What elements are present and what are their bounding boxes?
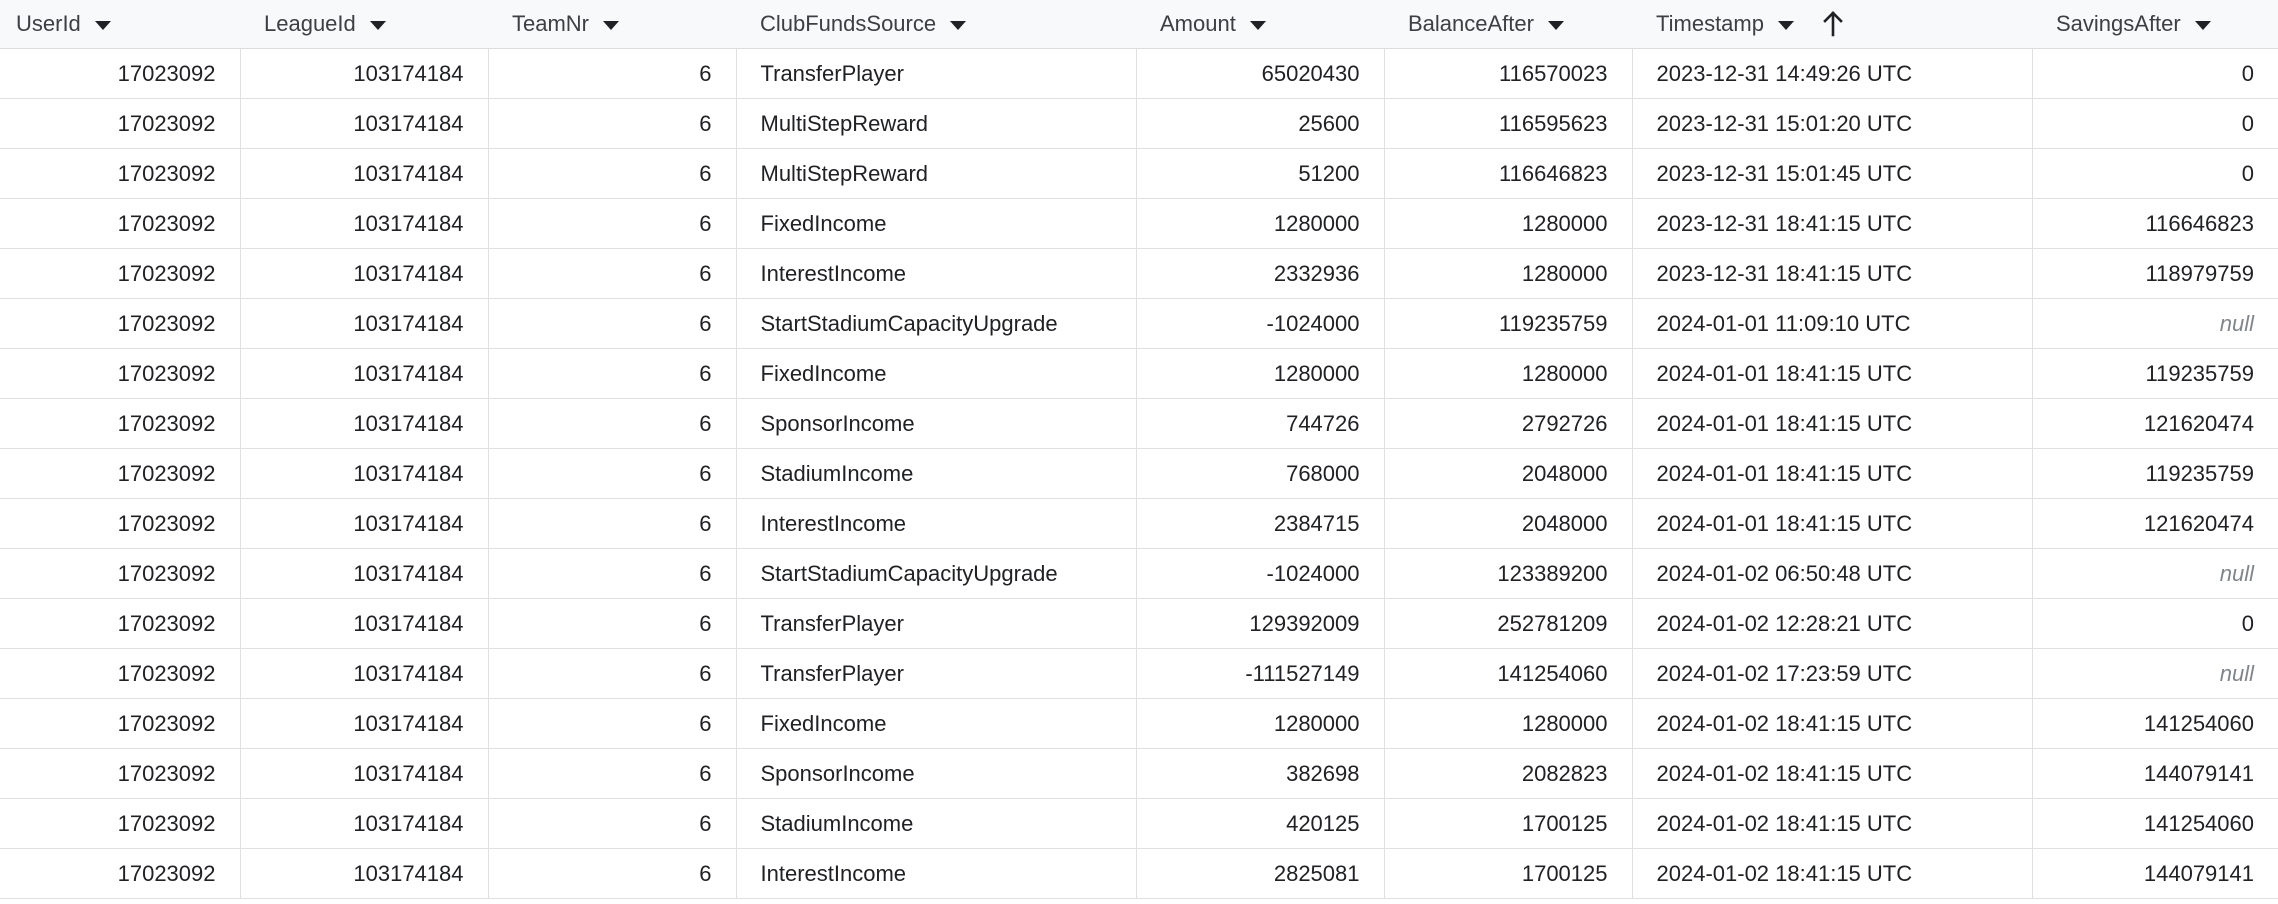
cell-team-nr[interactable]: 6 <box>488 399 736 449</box>
table-row[interactable] <box>0 499 2278 549</box>
table-row[interactable] <box>0 449 2278 499</box>
cell-team-nr[interactable]: 6 <box>488 99 736 149</box>
cell-amount[interactable]: 1280000 <box>1136 199 1384 249</box>
cell-league-id[interactable]: 103174184 <box>240 549 488 599</box>
cell-team-nr[interactable]: 6 <box>488 299 736 349</box>
cell-league-id[interactable]: 103174184 <box>240 499 488 549</box>
cell-user-id[interactable]: 17023092 <box>0 549 240 599</box>
cell-club-funds-source[interactable]: StartStadiumCapacityUpgrade <box>736 299 1136 349</box>
cell-club-funds-source[interactable]: FixedIncome <box>736 199 1136 249</box>
cell-balance-after[interactable]: 2048000 <box>1384 449 1632 499</box>
table-row[interactable] <box>0 599 2278 649</box>
table-row[interactable] <box>0 249 2278 299</box>
cell-team-nr[interactable]: 6 <box>488 249 736 299</box>
cell-savings-after[interactable]: 0 <box>2032 599 2278 649</box>
cell-club-funds-source[interactable]: MultiStepReward <box>736 99 1136 149</box>
column-header-label: Timestamp <box>1656 11 1764 36</box>
cell-user-id[interactable]: 17023092 <box>0 399 240 449</box>
cell-balance-after[interactable]: 1700125 <box>1384 799 1632 849</box>
cell-savings-after[interactable]: 144079141 <box>2032 849 2278 899</box>
cell-balance-after[interactable]: 252781209 <box>1384 599 1632 649</box>
cell-timestamp[interactable]: 2023-12-31 18:41:15 UTC <box>1632 249 2032 299</box>
table-row[interactable] <box>0 149 2278 199</box>
dropdown-caret-icon[interactable] <box>1250 21 1266 30</box>
cell-timestamp[interactable]: 2024-01-01 18:41:15 UTC <box>1632 399 2032 449</box>
cell-club-funds-source[interactable]: StadiumIncome <box>736 449 1136 499</box>
cell-league-id[interactable]: 103174184 <box>240 249 488 299</box>
cell-timestamp[interactable]: 2024-01-02 12:28:21 UTC <box>1632 599 2032 649</box>
cell-balance-after[interactable]: 116595623 <box>1384 99 1632 149</box>
cell-balance-after[interactable]: 2082823 <box>1384 749 1632 799</box>
cell-balance-after[interactable]: 2048000 <box>1384 499 1632 549</box>
column-header-label: UserId <box>16 11 81 36</box>
cell-team-nr[interactable]: 6 <box>488 149 736 199</box>
column-header-league-id[interactable] <box>240 0 488 49</box>
table-row[interactable] <box>0 699 2278 749</box>
cell-timestamp[interactable]: 2024-01-02 18:41:15 UTC <box>1632 849 2032 899</box>
cell-amount[interactable]: 1280000 <box>1136 349 1384 399</box>
cell-club-funds-source[interactable]: FixedIncome <box>736 349 1136 399</box>
cell-timestamp[interactable]: 2024-01-02 18:41:15 UTC <box>1632 749 2032 799</box>
cell-club-funds-source[interactable]: SponsorIncome <box>736 399 1136 449</box>
cell-amount[interactable]: 1280000 <box>1136 699 1384 749</box>
dropdown-caret-icon[interactable] <box>370 21 386 30</box>
cell-league-id[interactable]: 103174184 <box>240 599 488 649</box>
cell-user-id[interactable]: 17023092 <box>0 449 240 499</box>
cell-savings-after[interactable]: 0 <box>2032 99 2278 149</box>
cell-amount[interactable]: 382698 <box>1136 749 1384 799</box>
cell-balance-after[interactable]: 1280000 <box>1384 699 1632 749</box>
cell-club-funds-source[interactable]: MultiStepReward <box>736 149 1136 199</box>
cell-user-id[interactable]: 17023092 <box>0 849 240 899</box>
table-row[interactable] <box>0 799 2278 849</box>
cell-savings-after[interactable]: 121620474 <box>2032 399 2278 449</box>
cell-savings-after[interactable]: null <box>2032 549 2278 599</box>
cell-club-funds-source[interactable]: StadiumIncome <box>736 799 1136 849</box>
column-header-balance-after[interactable] <box>1384 0 1632 49</box>
cell-amount[interactable]: -1024000 <box>1136 299 1384 349</box>
cell-amount[interactable]: 2332936 <box>1136 249 1384 299</box>
column-header-timestamp[interactable] <box>1632 0 2032 49</box>
cell-balance-after[interactable]: 1280000 <box>1384 349 1632 399</box>
cell-savings-after[interactable]: 141254060 <box>2032 699 2278 749</box>
cell-amount[interactable]: 2825081 <box>1136 849 1384 899</box>
cell-savings-after[interactable]: 0 <box>2032 149 2278 199</box>
cell-savings-after[interactable]: 0 <box>2032 49 2278 99</box>
cell-club-funds-source[interactable]: StartStadiumCapacityUpgrade <box>736 549 1136 599</box>
cell-user-id[interactable]: 17023092 <box>0 99 240 149</box>
cell-user-id[interactable]: 17023092 <box>0 799 240 849</box>
cell-timestamp[interactable]: 2024-01-02 06:50:48 UTC <box>1632 549 2032 599</box>
table-row[interactable] <box>0 99 2278 149</box>
cell-team-nr[interactable]: 6 <box>488 599 736 649</box>
column-header-label: BalanceAfter <box>1408 11 1534 36</box>
column-header-label: SavingsAfter <box>2056 11 2181 36</box>
cell-team-nr[interactable]: 6 <box>488 349 736 399</box>
cell-user-id[interactable]: 17023092 <box>0 249 240 299</box>
cell-club-funds-source[interactable]: InterestIncome <box>736 499 1136 549</box>
cell-club-funds-source[interactable]: SponsorIncome <box>736 749 1136 799</box>
cell-savings-after[interactable]: null <box>2032 649 2278 699</box>
cell-balance-after[interactable]: 1280000 <box>1384 249 1632 299</box>
column-header-savings-after[interactable] <box>2032 0 2278 49</box>
cell-user-id[interactable]: 17023092 <box>0 49 240 99</box>
column-header-user-id[interactable] <box>0 0 240 49</box>
cell-savings-after[interactable]: 144079141 <box>2032 749 2278 799</box>
table-row[interactable] <box>0 299 2278 349</box>
dropdown-caret-icon[interactable] <box>1778 21 1794 30</box>
cell-club-funds-source[interactable]: InterestIncome <box>736 249 1136 299</box>
cell-team-nr[interactable]: 6 <box>488 49 736 99</box>
dropdown-caret-icon[interactable] <box>603 21 619 30</box>
cell-timestamp[interactable]: 2023-12-31 14:49:26 UTC <box>1632 49 2032 99</box>
cell-user-id[interactable]: 17023092 <box>0 599 240 649</box>
cell-balance-after[interactable]: 116570023 <box>1384 49 1632 99</box>
cell-savings-after[interactable]: 121620474 <box>2032 499 2278 549</box>
cell-club-funds-source[interactable]: FixedIncome <box>736 699 1136 749</box>
cell-league-id[interactable]: 103174184 <box>240 649 488 699</box>
dropdown-caret-icon[interactable] <box>95 21 111 30</box>
header-row <box>0 0 2278 49</box>
cell-timestamp[interactable]: 2024-01-01 11:09:10 UTC <box>1632 299 2032 349</box>
cell-amount[interactable]: 768000 <box>1136 449 1384 499</box>
cell-team-nr[interactable]: 6 <box>488 499 736 549</box>
cell-team-nr[interactable]: 6 <box>488 449 736 499</box>
column-header-label: Amount <box>1160 11 1236 36</box>
cell-club-funds-source[interactable]: InterestIncome <box>736 849 1136 899</box>
cell-savings-after[interactable]: 141254060 <box>2032 799 2278 849</box>
cell-amount[interactable]: 51200 <box>1136 149 1384 199</box>
cell-league-id[interactable]: 103174184 <box>240 399 488 449</box>
cell-team-nr[interactable]: 6 <box>488 199 736 249</box>
cell-timestamp[interactable]: 2023-12-31 15:01:20 UTC <box>1632 99 2032 149</box>
cell-savings-after[interactable]: 119235759 <box>2032 349 2278 399</box>
cell-club-funds-source[interactable]: TransferPlayer <box>736 49 1136 99</box>
column-header-amount[interactable] <box>1136 0 1384 49</box>
table-header <box>0 0 2278 49</box>
cell-amount[interactable]: 744726 <box>1136 399 1384 449</box>
cell-savings-after[interactable]: 119235759 <box>2032 449 2278 499</box>
cell-league-id[interactable]: 103174184 <box>240 699 488 749</box>
cell-league-id[interactable]: 103174184 <box>240 749 488 799</box>
cell-league-id[interactable]: 103174184 <box>240 299 488 349</box>
cell-team-nr[interactable]: 6 <box>488 799 736 849</box>
dropdown-caret-icon[interactable] <box>1548 21 1564 30</box>
dropdown-caret-icon[interactable] <box>2195 21 2211 30</box>
table-row[interactable] <box>0 649 2278 699</box>
cell-club-funds-source[interactable]: TransferPlayer <box>736 649 1136 699</box>
cell-timestamp[interactable]: 2023-12-31 15:01:45 UTC <box>1632 149 2032 199</box>
cell-timestamp[interactable]: 2024-01-01 18:41:15 UTC <box>1632 449 2032 499</box>
cell-league-id[interactable]: 103174184 <box>240 49 488 99</box>
cell-amount[interactable]: 65020430 <box>1136 49 1384 99</box>
table-row[interactable] <box>0 749 2278 799</box>
cell-balance-after[interactable]: 2792726 <box>1384 399 1632 449</box>
cell-timestamp[interactable]: 2023-12-31 18:41:15 UTC <box>1632 199 2032 249</box>
cell-team-nr[interactable]: 6 <box>488 749 736 799</box>
table-row[interactable] <box>0 399 2278 449</box>
cell-balance-after[interactable]: 1280000 <box>1384 199 1632 249</box>
cell-user-id[interactable]: 17023092 <box>0 699 240 749</box>
table-row[interactable] <box>0 549 2278 599</box>
cell-balance-after[interactable]: 1700125 <box>1384 849 1632 899</box>
cell-user-id[interactable]: 17023092 <box>0 499 240 549</box>
cell-league-id[interactable]: 103174184 <box>240 349 488 399</box>
cell-amount[interactable]: 2384715 <box>1136 499 1384 549</box>
table-body <box>0 49 2278 899</box>
cell-amount[interactable]: 129392009 <box>1136 599 1384 649</box>
table-row[interactable] <box>0 849 2278 899</box>
table-row[interactable] <box>0 349 2278 399</box>
column-header-label: LeagueId <box>264 11 356 36</box>
cell-league-id[interactable]: 103174184 <box>240 799 488 849</box>
cell-balance-after[interactable]: 116646823 <box>1384 149 1632 199</box>
cell-amount[interactable]: -111527149 <box>1136 649 1384 699</box>
cell-savings-after[interactable]: 118979759 <box>2032 249 2278 299</box>
cell-league-id[interactable]: 103174184 <box>240 449 488 499</box>
cell-timestamp[interactable]: 2024-01-02 18:41:15 UTC <box>1632 699 2032 749</box>
cell-timestamp[interactable]: 2024-01-01 18:41:15 UTC <box>1632 349 2032 399</box>
cell-user-id[interactable]: 17023092 <box>0 649 240 699</box>
cell-balance-after[interactable]: 123389200 <box>1384 549 1632 599</box>
cell-user-id[interactable]: 17023092 <box>0 149 240 199</box>
column-header-label: ClubFundsSource <box>760 11 937 36</box>
cell-amount[interactable]: 420125 <box>1136 799 1384 849</box>
cell-league-id[interactable]: 103174184 <box>240 849 488 899</box>
cell-league-id[interactable]: 103174184 <box>240 199 488 249</box>
cell-timestamp[interactable]: 2024-01-01 18:41:15 UTC <box>1632 499 2032 549</box>
cell-amount[interactable]: -1024000 <box>1136 549 1384 599</box>
cell-league-id[interactable]: 103174184 <box>240 99 488 149</box>
cell-club-funds-source[interactable]: TransferPlayer <box>736 599 1136 649</box>
cell-user-id[interactable]: 17023092 <box>0 299 240 349</box>
cell-team-nr[interactable]: 6 <box>488 699 736 749</box>
cell-savings-after[interactable]: 116646823 <box>2032 199 2278 249</box>
cell-balance-after[interactable]: 119235759 <box>1384 299 1632 349</box>
cell-team-nr[interactable]: 6 <box>488 849 736 899</box>
cell-team-nr[interactable]: 6 <box>488 549 736 599</box>
cell-league-id[interactable]: 103174184 <box>240 149 488 199</box>
table-row[interactable] <box>0 199 2278 249</box>
column-header-label: TeamNr <box>512 11 590 36</box>
cell-savings-after[interactable]: null <box>2032 299 2278 349</box>
cell-timestamp[interactable]: 2024-01-02 17:23:59 UTC <box>1632 649 2032 699</box>
cell-user-id[interactable]: 17023092 <box>0 349 240 399</box>
column-header-club-funds-source[interactable] <box>736 0 1136 49</box>
cell-user-id[interactable]: 17023092 <box>0 199 240 249</box>
cell-timestamp[interactable]: 2024-01-02 18:41:15 UTC <box>1632 799 2032 849</box>
table-row[interactable] <box>0 49 2278 99</box>
cell-user-id[interactable]: 17023092 <box>0 749 240 799</box>
cell-team-nr[interactable]: 6 <box>488 649 736 699</box>
cell-balance-after[interactable]: 141254060 <box>1384 649 1632 699</box>
arrow-up-icon[interactable] <box>1822 11 1844 37</box>
dropdown-caret-icon[interactable] <box>950 21 966 30</box>
cell-amount[interactable]: 25600 <box>1136 99 1384 149</box>
column-header-team-nr[interactable] <box>488 0 736 49</box>
